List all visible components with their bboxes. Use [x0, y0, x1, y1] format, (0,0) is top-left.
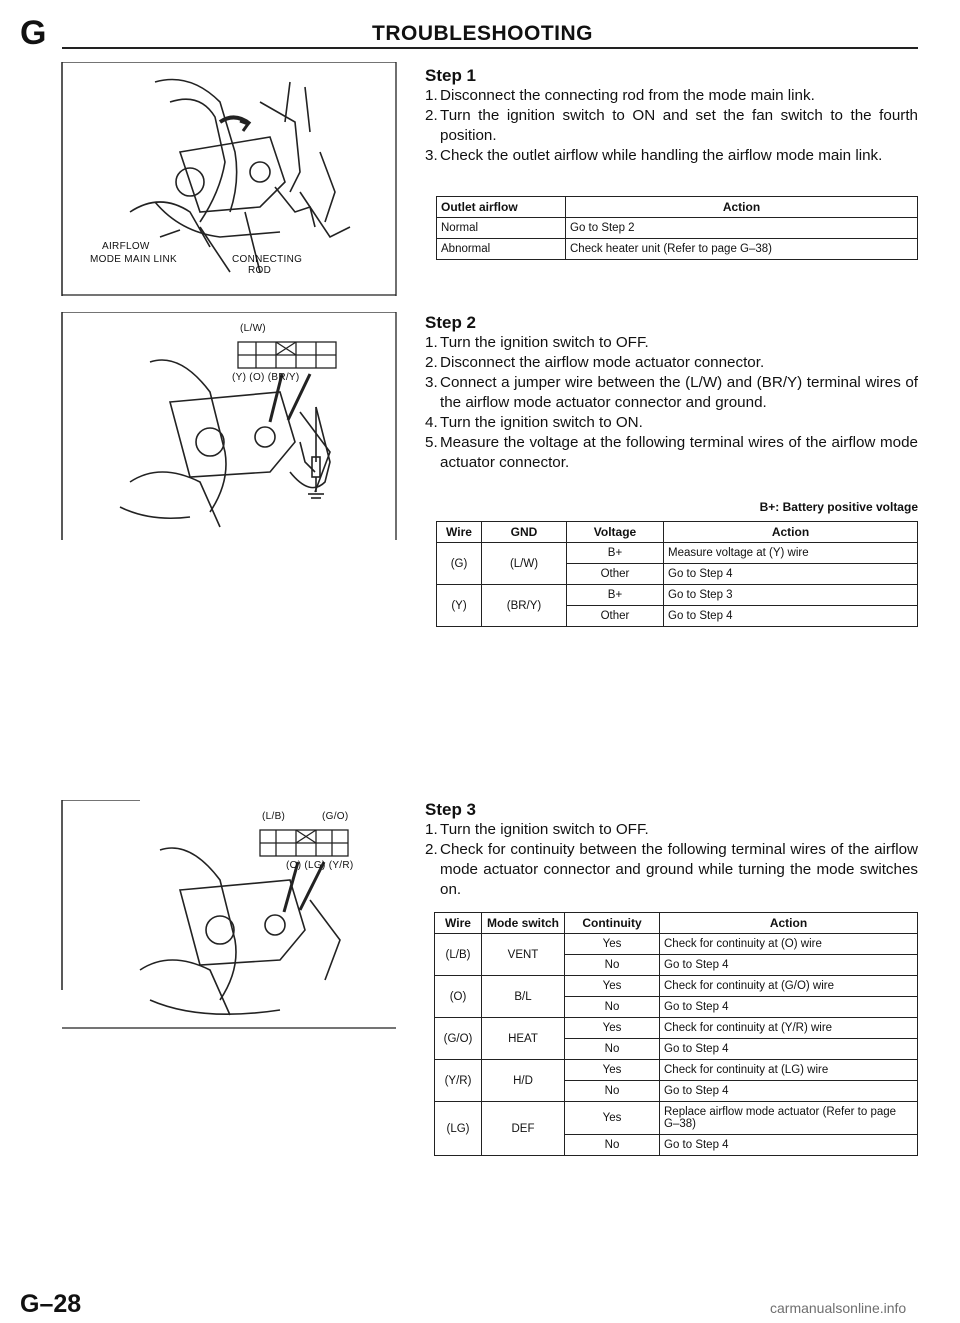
step1-item-1	[425, 86, 918, 106]
step3-cell-mode: H/D	[482, 1060, 565, 1102]
step1-item-1-num: 1.	[425, 87, 438, 104]
step2-instructions	[425, 333, 918, 473]
step1-instructions	[425, 86, 918, 166]
step1-header-action: Action	[566, 197, 918, 218]
go-terminal-label: (G/O)	[322, 811, 349, 822]
step2-header-wire: Wire	[437, 522, 482, 543]
step3-header-wire: Wire	[435, 913, 482, 934]
step2-item-2	[425, 353, 918, 373]
step2-item-1-text: Turn the ignition switch to OFF.	[440, 334, 649, 351]
step2-header-gnd: GND	[482, 522, 567, 543]
step2-cell-action: Go to Step 3	[664, 585, 918, 606]
step3-item-2	[425, 840, 918, 900]
step2-item-4-text: Turn the ignition switch to ON.	[440, 414, 643, 431]
step1-item-3	[425, 146, 918, 166]
header-rule	[62, 47, 918, 49]
step2-item-2-text: Disconnect the airflow mode actuator connector.	[440, 354, 765, 371]
step2-item-5-num: 5.	[425, 434, 438, 451]
step3-cell-action: Go to Step 4	[660, 1081, 918, 1102]
step2-cell-voltage: Other	[567, 564, 664, 585]
step3-header-continuity: Continuity	[565, 913, 660, 934]
step1-item-2-text: Turn the ignition switch to ON and set the fan switch to the fourth position.	[440, 107, 918, 144]
step2-cell-action: Go to Step 4	[664, 564, 918, 585]
step3-cell-action: Go to Step 4	[660, 997, 918, 1018]
step3-cell-action: Check for continuity at (G/O) wire	[660, 976, 918, 997]
step3-cell-action: Replace airflow mode actuator (Refer to page G–38)	[660, 1102, 918, 1135]
actuator-connector-continuity-illustration	[60, 800, 398, 1032]
step2-item-1-num: 1.	[425, 334, 438, 351]
step3-item-2-num: 2.	[425, 841, 438, 858]
step2-item-1	[425, 333, 918, 353]
connecting-rod-label-1: CONNECTING	[232, 254, 303, 265]
step2-cell-voltage: B+	[567, 585, 664, 606]
step2-table	[436, 521, 918, 627]
step3-table	[434, 912, 918, 1156]
step2-item-3	[425, 373, 918, 413]
step3-item-1	[425, 820, 918, 840]
airflow-label: AIRFLOW	[102, 241, 150, 252]
step2-cell-action: Go to Step 4	[664, 606, 918, 627]
step3-cell-wire: (Y/R)	[435, 1060, 482, 1102]
step3-cell-continuity: No	[565, 1039, 660, 1060]
watermark: carmanualsonline.info	[770, 1300, 907, 1316]
step3-cell-action: Go to Step 4	[660, 1135, 918, 1156]
step2-item-5	[425, 433, 918, 473]
step2-cell-voltage: Other	[567, 606, 664, 627]
step3-cell-wire: (O)	[435, 976, 482, 1018]
step3-cell-action: Check for continuity at (Y/R) wire	[660, 1018, 918, 1039]
step3-cell-mode: HEAT	[482, 1018, 565, 1060]
step3-cell-continuity: No	[565, 955, 660, 976]
y-o-bry-terminal-label: (Y) (O) (BR/Y)	[232, 372, 300, 383]
section-letter: G	[20, 14, 47, 52]
step3-cell-continuity: No	[565, 1135, 660, 1156]
figure-actuator-connector-continuity	[60, 800, 398, 1032]
step3-cell-continuity: Yes	[565, 1018, 660, 1039]
step1-item-3-num: 3.	[425, 147, 438, 164]
step2-title: Step 2	[425, 313, 477, 332]
step1-item-1-text: Disconnect the connecting rod from the mode main link.	[440, 87, 815, 104]
step2-item-4-num: 4.	[425, 414, 438, 431]
step2-header-action: Action	[664, 522, 918, 543]
connecting-rod-label-2: ROD	[248, 265, 272, 276]
step1-table	[436, 196, 918, 260]
step3-cell-action: Go to Step 4	[660, 955, 918, 976]
step3-item-1-num: 1.	[425, 821, 438, 838]
step2-cell-gnd: (L/W)	[482, 543, 567, 585]
step1-cell-action: Go to Step 2	[566, 218, 918, 239]
step2-cell-voltage: B+	[567, 543, 664, 564]
page-number: G–28	[20, 1290, 82, 1318]
step3-cell-continuity: No	[565, 997, 660, 1018]
step2-header-voltage: Voltage	[567, 522, 664, 543]
step2-item-3-num: 3.	[425, 374, 438, 391]
figure-mode-main-link	[60, 62, 398, 296]
step3-cell-mode: DEF	[482, 1102, 565, 1156]
step3-cell-wire: (L/B)	[435, 934, 482, 976]
step2-item-4	[425, 413, 918, 433]
step1-cell-airflow: Normal	[437, 218, 566, 239]
step1-header-outlet: Outlet airflow	[437, 197, 566, 218]
step1-cell-airflow: Abnormal	[437, 239, 566, 260]
step3-cell-continuity: Yes	[565, 934, 660, 955]
step2-cell-wire: (Y)	[437, 585, 482, 627]
step3-cell-wire: (G/O)	[435, 1018, 482, 1060]
step3-header-action: Action	[660, 913, 918, 934]
step3-title: Step 3	[425, 800, 477, 819]
step3-header-mode-switch: Mode switch	[482, 913, 565, 934]
actuator-connector-illustration	[60, 312, 398, 542]
step3-item-1-text: Turn the ignition switch to OFF.	[440, 821, 649, 838]
step1-item-3-text: Check the outlet airflow while handling the airflow mode main link.	[440, 147, 883, 164]
step2-item-2-num: 2.	[425, 354, 438, 371]
step3-cell-continuity: Yes	[565, 1060, 660, 1081]
o-lg-yr-terminal-label: (O) (LG) (Y/R)	[286, 860, 354, 871]
step2-cell-action: Measure voltage at (Y) wire	[664, 543, 918, 564]
step1-item-2-num: 2.	[425, 107, 438, 124]
step1-title: Step 1	[425, 66, 477, 85]
page-title: TROUBLESHOOTING	[372, 22, 593, 45]
step3-cell-continuity: Yes	[565, 1102, 660, 1135]
step1-cell-action: Check heater unit (Refer to page G–38)	[566, 239, 918, 260]
step3-cell-action: Check for continuity at (LG) wire	[660, 1060, 918, 1081]
step3-item-2-text: Check for continuity between the following terminal wires of the airflow mode actuator connector and ground while turning the mode switches on.	[440, 841, 918, 898]
lw-terminal-label: (L/W)	[240, 323, 266, 334]
step3-cell-continuity: Yes	[565, 976, 660, 997]
step3-cell-action: Go to Step 4	[660, 1039, 918, 1060]
step3-cell-continuity: No	[565, 1081, 660, 1102]
mode-main-link-label: MODE MAIN LINK	[90, 254, 177, 265]
step3-cell-action: Check for continuity at (O) wire	[660, 934, 918, 955]
battery-voltage-note: B+: Battery positive voltage	[759, 500, 918, 514]
step2-cell-wire: (G)	[437, 543, 482, 585]
step2-item-5-text: Measure the voltage at the following terminal wires of the airflow mode actuator connector.	[440, 434, 918, 471]
step3-cell-mode: B/L	[482, 976, 565, 1018]
lb-terminal-label: (L/B)	[262, 811, 286, 822]
step2-cell-gnd: (BR/Y)	[482, 585, 567, 627]
step3-cell-wire: (LG)	[435, 1102, 482, 1156]
step3-cell-mode: VENT	[482, 934, 565, 976]
step3-instructions	[425, 820, 918, 900]
step2-item-3-text: Connect a jumper wire between the (L/W) and (BR/Y) terminal wires of the airflow mode actuator connector and ground.	[440, 374, 918, 411]
step1-item-2	[425, 106, 918, 146]
figure-actuator-connector-voltage	[60, 312, 398, 542]
